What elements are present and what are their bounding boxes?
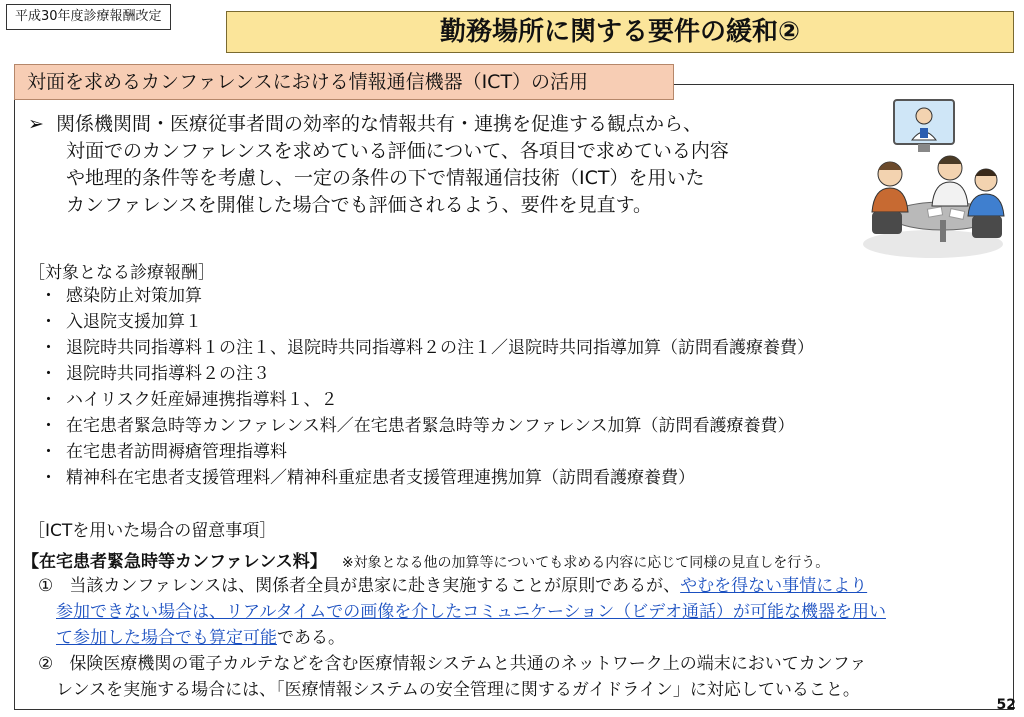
conference-illustration bbox=[858, 94, 1008, 264]
intro-line: 関係機関間・医療従事者間の効率的な情報共有・連携を促進する観点から、 bbox=[56, 113, 703, 135]
highlight-text: 参加できない場合は、リアルタイムでの画像を介したコミュニケーション（ビデオ通話）が可能な機器を用い bbox=[56, 602, 886, 622]
subheading-label: 【在宅患者緊急時等カンファレンス料】 bbox=[22, 552, 327, 572]
bullet-icon: ・ bbox=[40, 286, 57, 306]
bullet-icon: ・ bbox=[40, 338, 57, 358]
revision-tag: 平成30年度診療報酬改定 bbox=[6, 4, 171, 30]
intro-line: 対面でのカンファレンスを求めている評価について、各項目で求めている内容 bbox=[66, 140, 729, 162]
intro-line: カンファレンスを開催した場合でも評価されるよう、要件を見直す。 bbox=[66, 194, 653, 216]
target-list bbox=[40, 283, 970, 491]
section-subtitle: 対面を求めるカンファレンスにおける情報通信機器（ICT）の活用 bbox=[14, 64, 674, 100]
list-item: ・ 入退院支援加算１ bbox=[40, 309, 970, 335]
highlight-text: て参加した場合でも算定可能 bbox=[56, 628, 277, 648]
arrow-bullet-icon: ➢ bbox=[28, 113, 44, 135]
notes-heading: ［ICTを用いた場合の留意事項］ bbox=[28, 521, 277, 541]
point-number: ② bbox=[38, 654, 54, 674]
page-number: 52 bbox=[996, 697, 1016, 713]
targets-heading: ［対象となる診療報酬］ bbox=[28, 263, 215, 283]
intro-line: や地理的条件等を考慮し、一定の条件の下で情報通信技術（ICT）を用いた bbox=[66, 167, 705, 189]
list-item: ・ 感染防止対策加算 bbox=[40, 283, 970, 309]
bullet-icon: ・ bbox=[40, 442, 57, 462]
subheading-note: ※対象となる他の加算等についても求める内容に応じて同様の見直しを行う。 bbox=[341, 555, 830, 571]
bullet-icon: ・ bbox=[40, 364, 57, 384]
list-item: ・ ハイリスク妊産婦連携指導料１、２ bbox=[40, 387, 970, 413]
highlight-text: やむを得ない事情により bbox=[680, 576, 868, 596]
note-point-1: ① 当該カンファレンスは、関係者全員が患家に赴き実施することが原則であるが、やむを得ない事情により 参加できない場合は、リアルタイムでの画像を介したコミュニケーション（ビデオ通話）が可能な機器を用い て参加した場合でも算定可能である。 bbox=[38, 573, 998, 651]
bullet-icon: ・ bbox=[40, 312, 57, 332]
point-number: ① bbox=[38, 576, 54, 596]
page-title: 勤務場所に関する要件の緩和② bbox=[226, 11, 1014, 53]
notes-subheading bbox=[22, 547, 829, 572]
note-point-2: ② 保険医療機関の電子カルテなどを含む医療情報システムと共通のネットワーク上の端末においてカンファ レンスを実施する場合には、「医療情報システムの安全管理に関するガイドライン」に対応していること。 bbox=[38, 651, 998, 703]
bullet-icon: ・ bbox=[40, 468, 57, 488]
intro-paragraph bbox=[28, 111, 838, 219]
list-item: ・ 精神科在宅患者支援管理料／精神科重症患者支援管理連携加算（訪問看護療養費） bbox=[40, 465, 970, 491]
list-item: ・ 在宅患者訪問褥瘡管理指導料 bbox=[40, 439, 970, 465]
list-item: ・ 在宅患者緊急時等カンファレンス料／在宅患者緊急時等カンファレンス加算（訪問看護療養費） bbox=[40, 413, 970, 439]
list-item: ・ 退院時共同指導料２の注３ bbox=[40, 361, 970, 387]
list-item: ・ 退院時共同指導料１の注１、退院時共同指導料２の注１／退院時共同指導加算（訪問看護療養費） bbox=[40, 335, 970, 361]
bullet-icon: ・ bbox=[40, 390, 57, 410]
bullet-icon: ・ bbox=[40, 416, 57, 436]
